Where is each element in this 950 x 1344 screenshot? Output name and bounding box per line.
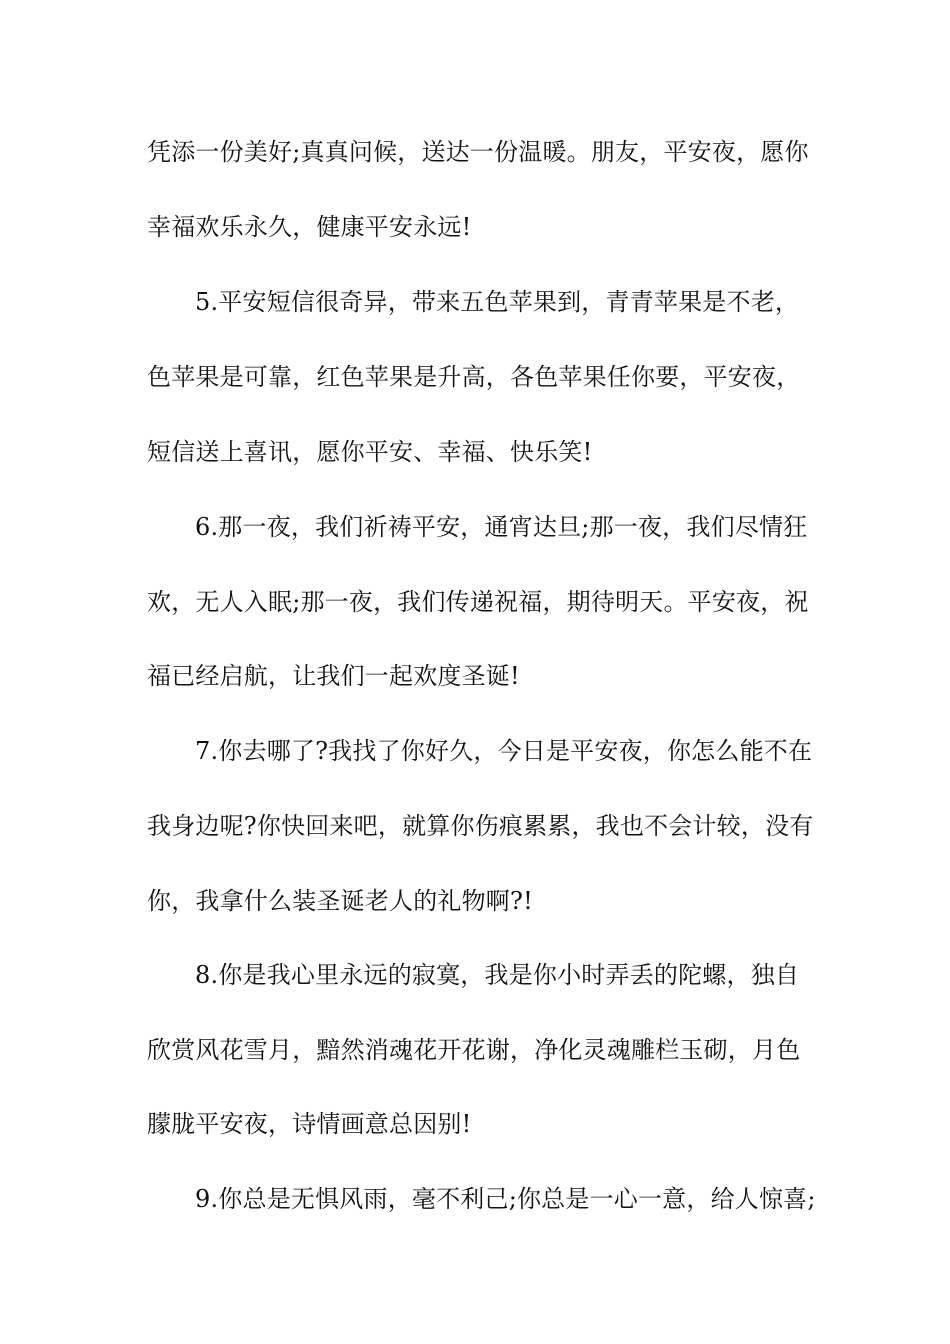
text-line: 福已经启航，让我们一起欢度圣诞! [147, 662, 520, 690]
paragraph-5-start: 5.平安短信很奇异，带来五色苹果到，青青苹果是不老， [195, 288, 800, 316]
paragraph-8-start: 8.你是我心里永远的寂寞，我是你小时弄丢的陀螺，独自 [195, 961, 800, 989]
text-line: 朦胧平安夜，诗情画意总因别! [147, 1110, 472, 1138]
text-line: 欣赏风花雪月，黯然消魂花开花谢，净化灵魂雕栏玉砌，月色 [147, 1036, 801, 1064]
text-line: 凭添一份美好;真真问候，送达一份温暖。朋友，平安夜，愿你 [147, 138, 809, 166]
paragraph-7-start: 7.你去哪了?我找了你好久，今日是平安夜，你怎么能不在 [195, 737, 813, 765]
text-line: 幸福欢乐永久，健康平安永远! [147, 213, 472, 241]
paragraph-6-start: 6.那一夜，我们祈祷平安，通宵达旦;那一夜，我们尽情狂 [195, 513, 808, 541]
text-line: 我身边呢?你快回来吧，就算你伤痕累累，我也不会计较，没有 [147, 812, 814, 840]
text-line: 你，我拿什么装圣诞老人的礼物啊?! [147, 887, 533, 915]
text-line: 欢，无人入眠;那一夜，我们传递祝福，期待明天。平安夜，祝 [147, 588, 809, 616]
text-line: 短信送上喜讯，愿你平安、幸福、快乐笑! [147, 438, 593, 466]
paragraph-9-start: 9.你总是无惧风雨，毫不利己;你总是一心一意，给人惊喜; [195, 1185, 816, 1213]
text-line: 色苹果是可靠，红色苹果是升高，各色苹果任你要，平安夜， [147, 363, 801, 391]
